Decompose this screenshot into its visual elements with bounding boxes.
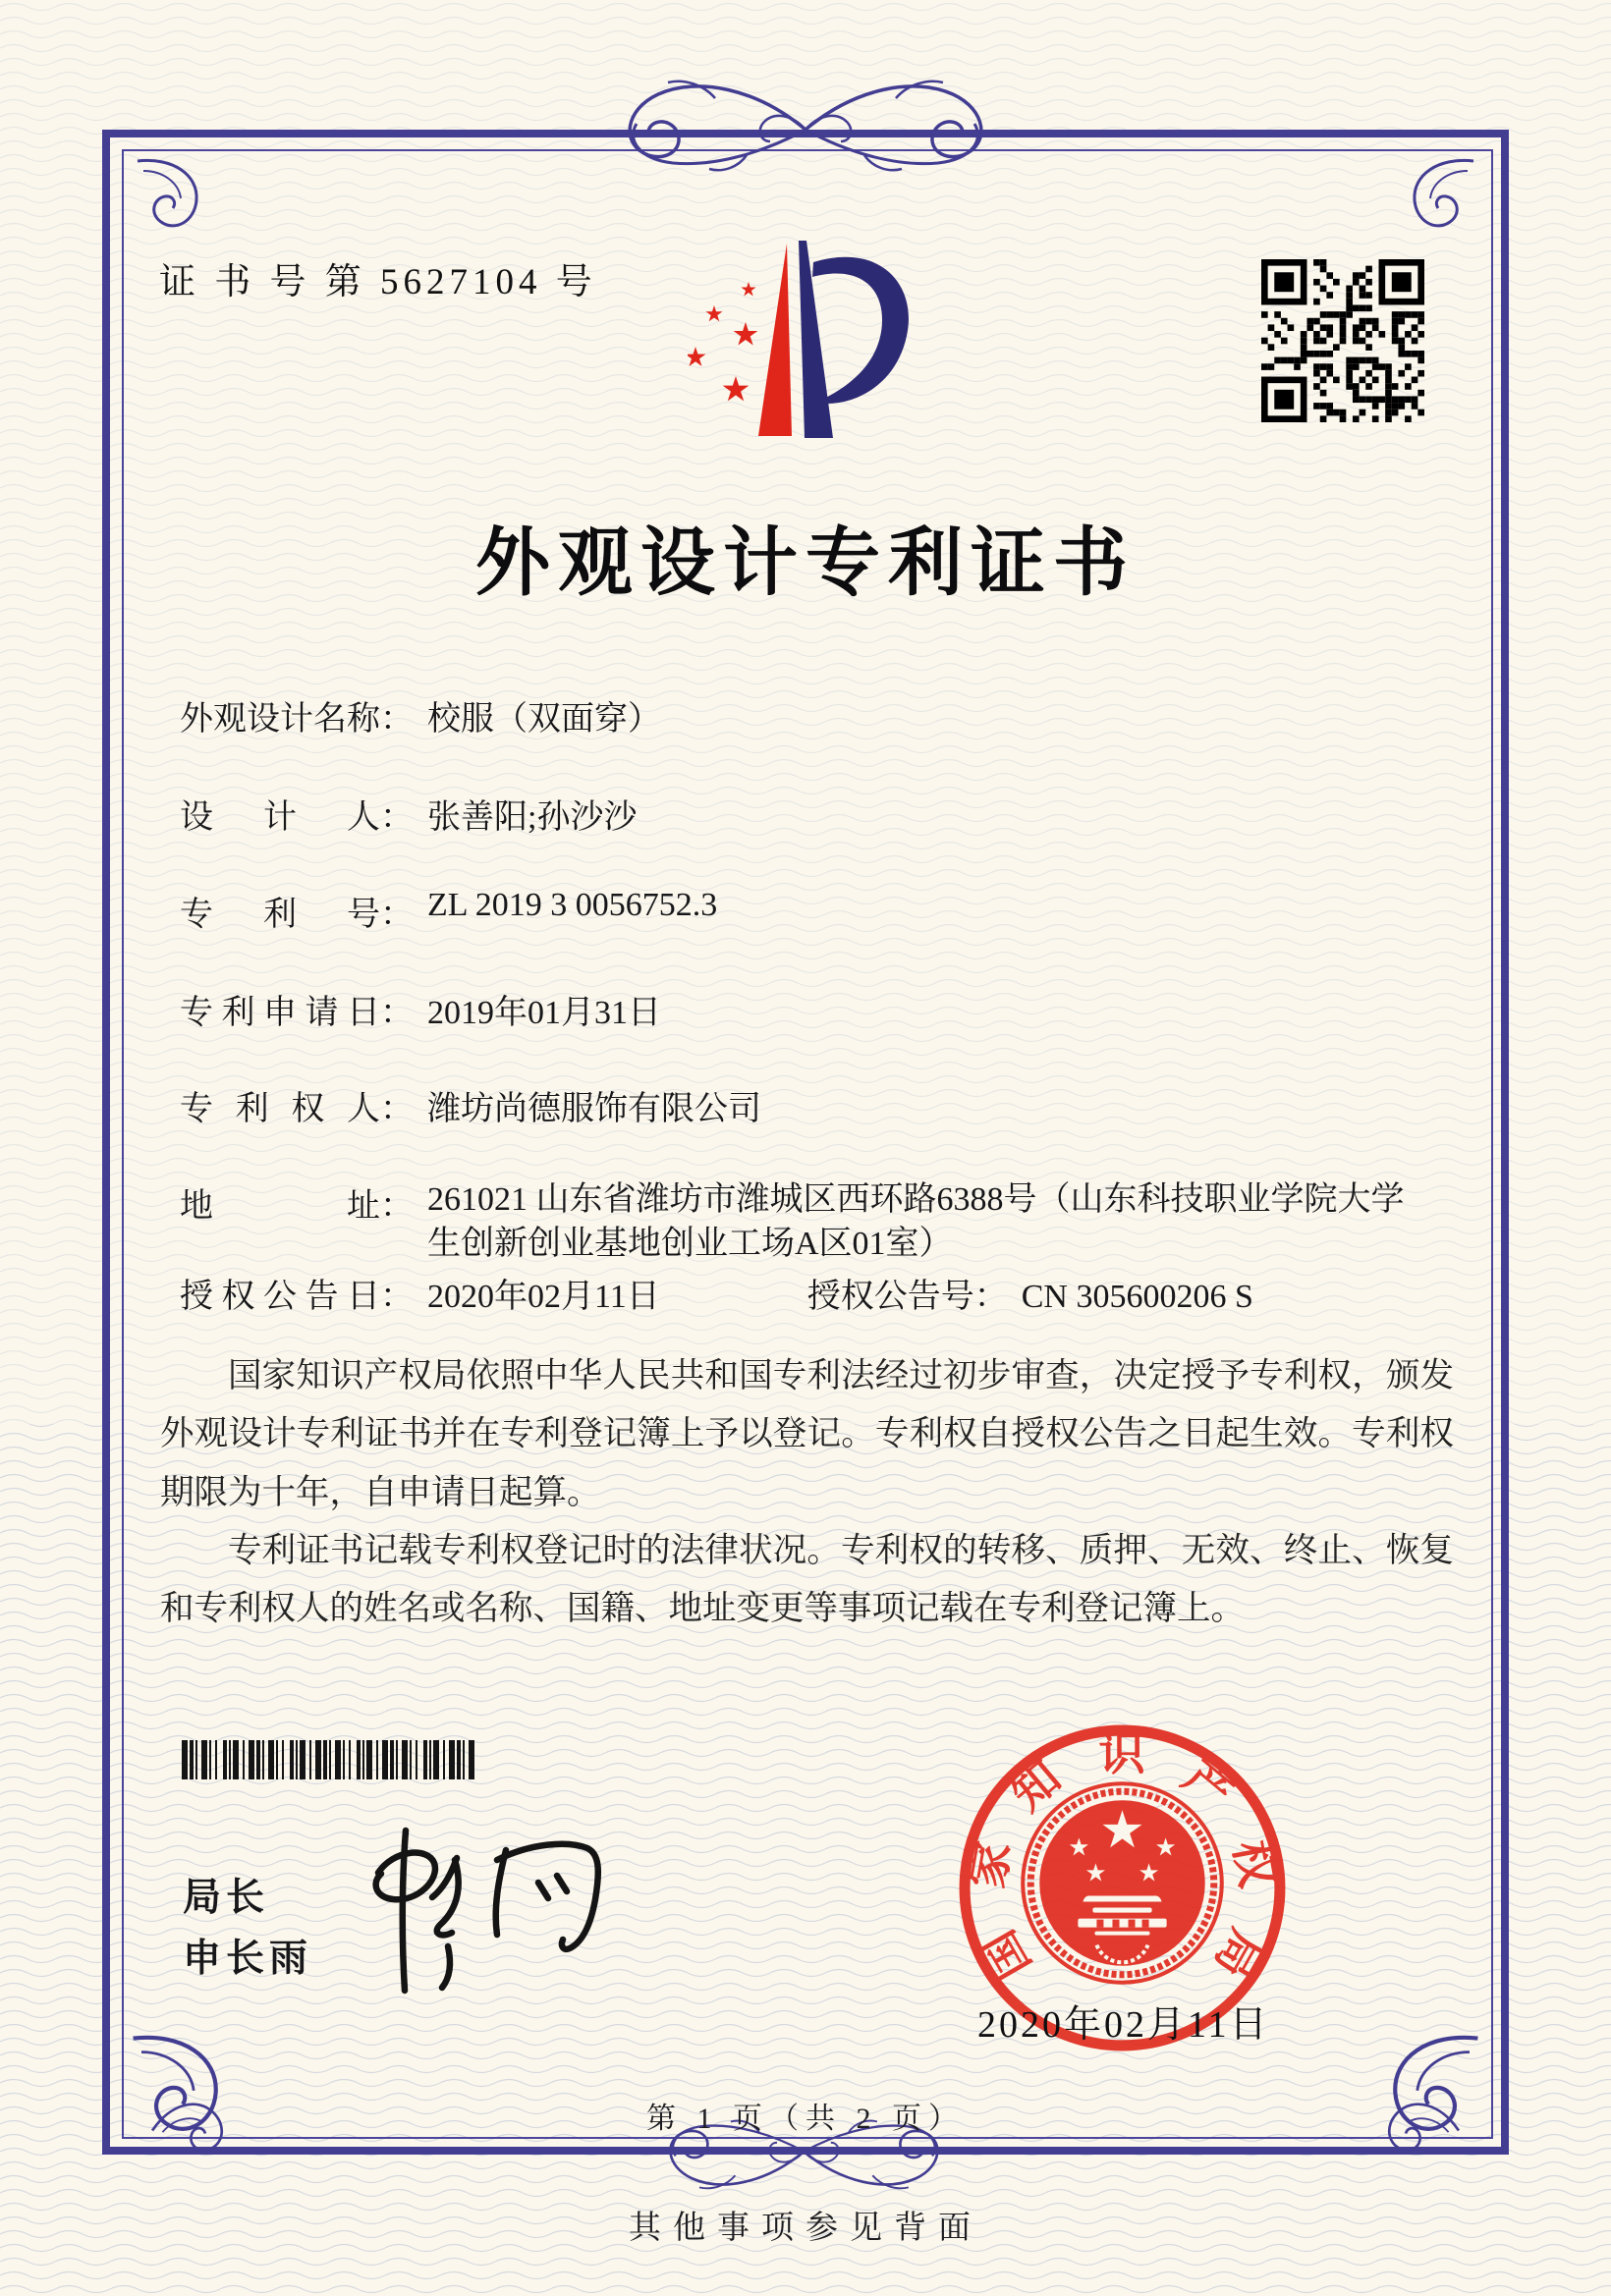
field-value: 261021 山东省潍坊市潍城区西环路6388号（山东科技职业学院大学生创新创业基地创业工场A区01室）: [427, 1181, 1405, 1262]
field-colon: ：: [380, 1091, 414, 1127]
field-label: 外观设计名称: [180, 701, 380, 738]
field-label: 设计人: [180, 799, 380, 836]
logo-stars: [688, 282, 757, 401]
grant-no-value: CN 305600206 S: [1021, 1279, 1253, 1315]
legal-paragraph-2: 专利证书记载专利权登记时的法律状况。专利权的转移、质押、无效、终止、恢复和专利权人的姓名或名称、国籍、地址变更等事项记载在专利登记簿上。: [160, 1531, 1454, 1628]
certificate-number: 证 书 号 第 5627104 号: [159, 262, 597, 302]
top-flourish-ornament: [472, 69, 1139, 196]
field-value: 张善阳;孙沙沙: [427, 799, 638, 836]
field-colon: ：: [973, 1279, 1008, 1315]
field-row-address: [180, 1178, 1419, 1267]
cnipa-logo: [688, 236, 923, 444]
field-value: ZL 2019 3 0056752.3: [427, 887, 718, 923]
seal-national-emblem: [1023, 1783, 1222, 1983]
field-row-designer: [180, 790, 637, 838]
field-colon: ：: [380, 1188, 414, 1225]
legal-text-block: [160, 1347, 1454, 1639]
seal-ring-text: 国家知识产权局: [962, 1729, 1283, 1988]
grant-row: [180, 1269, 1253, 1317]
top-left-corner-ornament: [128, 147, 246, 255]
field-colon: ：: [380, 799, 414, 836]
qr-code: [1261, 259, 1424, 422]
grant-no-label: 授权公告号: [806, 1279, 974, 1315]
logo-p-bowl: [812, 257, 909, 404]
top-right-corner-ornament: [1365, 147, 1483, 255]
field-value: 校服（双面穿）: [427, 701, 661, 738]
grant-date-label: 授权公告日: [180, 1279, 380, 1315]
field-label: 专利号: [180, 897, 380, 933]
field-colon: ：: [380, 995, 414, 1031]
certificate-title: 外观设计专利证书: [475, 522, 1136, 605]
field-colon: ：: [380, 897, 414, 933]
field-row-patentee: [180, 1081, 761, 1129]
bottom-left-corner-ornament: [118, 2013, 275, 2160]
signer-block: [183, 1868, 312, 1991]
field-value: 2019年01月31日: [427, 995, 661, 1031]
grant-seal-date: 2020年02月11日: [977, 2004, 1270, 2046]
see-reverse-note: 其他事项参见背面: [629, 2211, 982, 2246]
bottom-right-corner-ornament: [1336, 2013, 1493, 2160]
field-label: 专利申请日: [180, 995, 380, 1031]
field-colon: ：: [380, 701, 414, 738]
field-value: 潍坊尚德服饰有限公司: [427, 1091, 761, 1127]
field-label: 地址: [180, 1188, 380, 1225]
legal-paragraph-1: 国家知识产权局依照中华人民共和国专利法经过初步审查，决定授予专利权，颁发外观设计专利证书并在专利登记簿上予以登记。专利权自授权公告之日起生效。专利权期限为十年，自申请日起算。: [160, 1357, 1454, 1511]
field-row-patent-number: [180, 887, 717, 935]
field-colon: ：: [380, 1279, 414, 1315]
field-row-design-name: [180, 691, 661, 739]
logo-red-wedge: [758, 244, 792, 436]
commissioner-signature: [324, 1809, 639, 2015]
page-indicator: 第 1 页（共 2 页）: [646, 2103, 965, 2135]
signer-title: 局长: [183, 1877, 270, 1919]
barcode: [182, 1740, 480, 1779]
signer-name: 申长雨: [183, 1938, 313, 1981]
field-label: 专利权人: [180, 1091, 380, 1127]
grant-date-value: 2020年02月11日: [427, 1279, 660, 1315]
field-row-filing-date: [180, 985, 661, 1033]
